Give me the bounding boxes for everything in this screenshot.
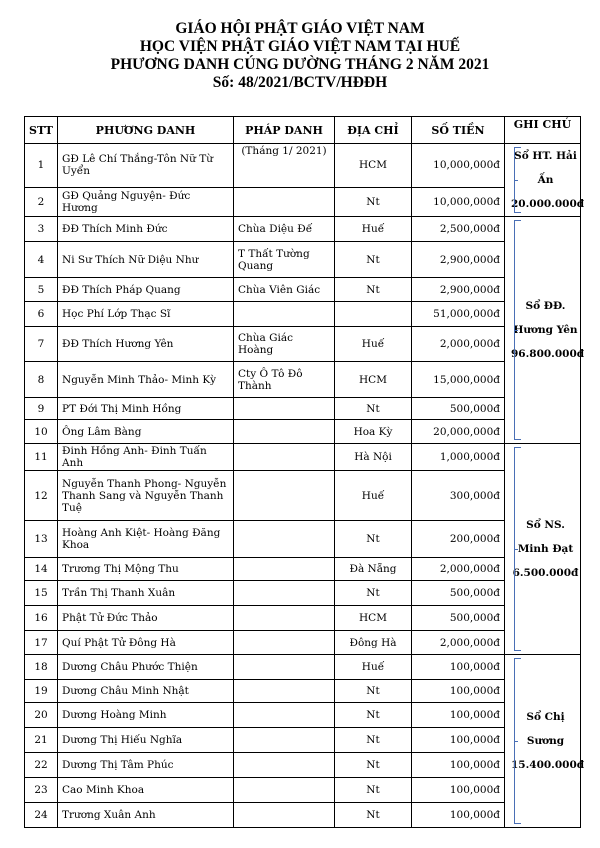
cell-phap-danh: [234, 398, 335, 420]
cell-dia-chi: Huế: [335, 217, 412, 242]
cell-dia-chi: Huế: [335, 471, 412, 521]
table-row: [25, 778, 581, 803]
cell-dia-chi: Nt: [335, 581, 412, 606]
brace-icon: [514, 658, 521, 824]
cell-stt: 9: [25, 398, 58, 420]
table-row: [25, 471, 581, 521]
cell-so-tien: 2,000,000đ: [412, 327, 505, 362]
brace-icon: [514, 447, 521, 651]
cell-phuong-danh: Nguyễn Minh Thảo- Minh Kỳ: [58, 362, 234, 398]
cell-phuong-danh: Dương Thị Tâm Phúc: [58, 753, 234, 778]
cell-dia-chi: Đông Hà: [335, 631, 412, 655]
cell-stt: 24: [25, 803, 58, 828]
cell-dia-chi: Nt: [335, 521, 412, 558]
cell-so-tien: 2,900,000đ: [412, 242, 505, 278]
cell-so-tien: 100,000đ: [412, 803, 505, 828]
cell-phap-danh: [234, 521, 335, 558]
cell-stt: 12: [25, 471, 58, 521]
cell-stt: 13: [25, 521, 58, 558]
group-label: Sổ ĐĐ. Hương Yên: [513, 300, 578, 336]
table-row: [25, 278, 581, 302]
cell-stt: 22: [25, 753, 58, 778]
cell-stt: 15: [25, 581, 58, 606]
cell-stt: 18: [25, 655, 58, 680]
cell-phuong-danh: Dương Hoàng Minh: [58, 703, 234, 728]
title-line-3: PHƯƠNG DANH CÚNG DƯỜNG THÁNG 2 NĂM 2021: [110, 56, 490, 73]
table-row: [25, 217, 581, 242]
brace-icon: [514, 147, 521, 213]
cell-so-tien: 2,900,000đ: [412, 278, 505, 302]
brace-icon: [514, 220, 521, 440]
cell-phap-danh: [234, 302, 335, 327]
cell-phap-danh: [234, 558, 335, 581]
cell-phuong-danh: GĐ Lê Chí Thắng-Tôn Nữ Từ Uyển: [58, 144, 234, 188]
document-number: Số: 48/2021/BCTV/HĐĐH: [212, 74, 388, 91]
table-row: [25, 558, 581, 581]
cell-dia-chi: Nt: [335, 803, 412, 828]
cell-dia-chi: Đà Nẵng: [335, 558, 412, 581]
cell-dia-chi: Nt: [335, 703, 412, 728]
ghi-chu-group: [505, 144, 585, 217]
table-row: [25, 144, 581, 188]
cell-stt: 19: [25, 680, 58, 703]
cell-phuong-danh: ĐĐ Thích Hương Yên: [58, 327, 234, 362]
cell-phap-danh: Chùa Giác Hoàng: [234, 327, 335, 362]
cell-dia-chi: Nt: [335, 680, 412, 703]
col-header-ghi-chu: GHI CHÚ: [505, 117, 581, 144]
ghi-chu-group: [505, 217, 585, 444]
cell-so-tien: 300,000đ: [412, 471, 505, 521]
cell-dia-chi: Hà Nội: [335, 444, 412, 471]
table-row: [25, 327, 581, 362]
cell-phap-danh: [234, 753, 335, 778]
cell-phuong-danh: Dương Thị Hiếu Nghĩa: [58, 728, 234, 753]
cell-phuong-danh: Hoàng Anh Kiệt- Hoàng Đăng Khoa: [58, 521, 234, 558]
group-amount: 6.500.000đ: [512, 567, 579, 579]
cell-phap-danh: T Thất Tường Quang: [234, 242, 335, 278]
cell-stt: 23: [25, 778, 58, 803]
cell-dia-chi: Huế: [335, 655, 412, 680]
group-label: Sổ Chị Sương: [526, 711, 565, 747]
cell-phap-danh: [234, 631, 335, 655]
cell-phuong-danh: PT Đới Thị Minh Hồng: [58, 398, 234, 420]
table-row: [25, 803, 581, 828]
cell-dia-chi: HCM: [335, 362, 412, 398]
cell-phuong-danh: Học Phí Lớp Thạc Sĩ: [58, 302, 234, 327]
table-row: [25, 703, 581, 728]
cell-phuong-danh: Trần Thị Thanh Xuân: [58, 581, 234, 606]
table-row: [25, 728, 581, 753]
cell-stt: 17: [25, 631, 58, 655]
cell-dia-chi: [335, 302, 412, 327]
cell-phap-danh: Cty Ô Tô Đô Thành: [234, 362, 335, 398]
ghi-chu-group: [505, 655, 585, 828]
cell-dia-chi: Nt: [335, 778, 412, 803]
cell-phap-danh: [234, 471, 335, 521]
table-row: [25, 362, 581, 398]
cell-so-tien: 2,500,000đ: [412, 217, 505, 242]
cell-phuong-danh: Phật Tử Đức Thảo: [58, 606, 234, 631]
cell-phap-danh: [234, 728, 335, 753]
cell-dia-chi: HCM: [335, 144, 412, 188]
cell-phuong-danh: Cao Minh Khoa: [58, 778, 234, 803]
cell-dia-chi: Nt: [335, 728, 412, 753]
cell-phap-danh: [234, 680, 335, 703]
table-row: [25, 398, 581, 420]
cell-dia-chi: Huế: [335, 327, 412, 362]
table-row: [25, 242, 581, 278]
cell-phuong-danh: Quí Phật Tử Đông Hà: [58, 631, 234, 655]
col-header-dia-chi: ĐỊA CHỈ: [335, 117, 412, 144]
cell-phap-danh: [234, 778, 335, 803]
table-row: [25, 606, 581, 631]
cell-stt: 1: [25, 144, 58, 188]
cell-so-tien: 100,000đ: [412, 703, 505, 728]
cell-so-tien: 2,000,000đ: [412, 631, 505, 655]
col-header-phuong-danh: PHƯƠNG DANH: [58, 117, 234, 144]
cell-so-tien: 100,000đ: [412, 778, 505, 803]
table-row: [25, 420, 581, 444]
cell-phuong-danh: Nguyễn Thanh Phong- Nguyễn Thanh Sang và Nguyễn Thanh Tuệ: [58, 471, 234, 521]
table-header-row: [25, 117, 581, 144]
cell-stt: 6: [25, 302, 58, 327]
group-label: Sổ HT. Hải Ấn: [514, 150, 577, 186]
cell-phap-danh: [234, 581, 335, 606]
cell-phuong-danh: ĐĐ Thích Minh Đức: [58, 217, 234, 242]
cell-dia-chi: HCM: [335, 606, 412, 631]
cell-phap-danh: [234, 703, 335, 728]
cell-so-tien: 500,000đ: [412, 606, 505, 631]
cell-phuong-danh: Đinh Hồng Anh- Đinh Tuấn Anh: [58, 444, 234, 471]
table-row: [25, 521, 581, 558]
title-line-2: HỌC VIỆN PHẬT GIÁO VIỆT NAM TẠI HUẾ: [139, 38, 461, 55]
donation-table: [24, 116, 585, 828]
cell-stt: 8: [25, 362, 58, 398]
cell-stt: 3: [25, 217, 58, 242]
cell-so-tien: 100,000đ: [412, 680, 505, 703]
cell-dia-chi: Nt: [335, 753, 412, 778]
cell-phap-danh: [234, 606, 335, 631]
cell-phuong-danh: Trương Thị Mộng Thu: [58, 558, 234, 581]
cell-phuong-danh: Dương Châu Minh Nhật: [58, 680, 234, 703]
cell-phap-danh: [234, 803, 335, 828]
cell-so-tien: 10,000,000đ: [412, 144, 505, 188]
cell-phap-danh: [234, 187, 335, 216]
cell-so-tien: 500,000đ: [412, 398, 505, 420]
col-header-stt: STT: [25, 117, 58, 144]
cell-phap-danh: Chùa Diệu Đế: [234, 217, 335, 242]
table-row: [25, 581, 581, 606]
cell-stt: 16: [25, 606, 58, 631]
col-header-phap-danh: PHÁP DANH: [234, 117, 335, 144]
cell-so-tien: 200,000đ: [412, 521, 505, 558]
table-row: [25, 187, 581, 216]
cell-stt: 10: [25, 420, 58, 444]
table-row: [25, 680, 581, 703]
table-row: [25, 444, 581, 471]
cell-phuong-danh: Ông Lâm Bàng: [58, 420, 234, 444]
cell-so-tien: 15,000,000đ: [412, 362, 505, 398]
table-row: [25, 302, 581, 327]
cell-phuong-danh: Ni Sư Thích Nữ Diệu Như: [58, 242, 234, 278]
cell-stt: 14: [25, 558, 58, 581]
cell-so-tien: 100,000đ: [412, 728, 505, 753]
cell-dia-chi: Nt: [335, 242, 412, 278]
cell-so-tien: 51,000,000đ: [412, 302, 505, 327]
cell-dia-chi: Nt: [335, 187, 412, 216]
cell-so-tien: 2,000,000đ: [412, 558, 505, 581]
cell-stt: 7: [25, 327, 58, 362]
cell-so-tien: 1,000,000đ: [412, 444, 505, 471]
cell-stt: 4: [25, 242, 58, 278]
cell-so-tien: 100,000đ: [412, 655, 505, 680]
cell-phuong-danh: ĐĐ Thích Pháp Quang: [58, 278, 234, 302]
cell-dia-chi: Nt: [335, 278, 412, 302]
cell-phap-danh: [234, 655, 335, 680]
cell-phuong-danh: GĐ Quảng Nguyện- Đức Hương: [58, 187, 234, 216]
col-header-so-tien: SỐ TIỀN: [412, 117, 505, 144]
cell-so-tien: 20,000,000đ: [412, 420, 505, 444]
cell-phap-danh: Chùa Viên Giác: [234, 278, 335, 302]
cell-phap-danh: [234, 420, 335, 444]
cell-stt: 11: [25, 444, 58, 471]
cell-stt: 5: [25, 278, 58, 302]
group-amount: 20.000.000đ: [511, 198, 585, 210]
cell-stt: 20: [25, 703, 58, 728]
cell-dia-chi: Nt: [335, 398, 412, 420]
table-row: [25, 655, 581, 680]
cell-phuong-danh: Trương Xuân Anh: [58, 803, 234, 828]
cell-so-tien: 100,000đ: [412, 753, 505, 778]
title-line-1: GIÁO HỘI PHẬT GIÁO VIỆT NAM: [175, 20, 425, 37]
cell-stt: 2: [25, 187, 58, 216]
group-amount: 15.400.000đ: [511, 759, 585, 771]
ghi-chu-group: [505, 444, 581, 655]
cell-phap-danh: (Tháng 1/ 2021): [234, 144, 335, 188]
cell-phap-danh: [234, 444, 335, 471]
group-amount: 96.800.000đ: [511, 348, 585, 360]
table-row: [25, 631, 581, 655]
group-label: Sổ NS. Minh Đạt: [517, 519, 574, 555]
cell-so-tien: 10,000,000đ: [412, 187, 505, 216]
table-row: [25, 753, 581, 778]
cell-phuong-danh: Dương Châu Phước Thiện: [58, 655, 234, 680]
cell-so-tien: 500,000đ: [412, 581, 505, 606]
cell-stt: 21: [25, 728, 58, 753]
cell-dia-chi: Hoa Kỳ: [335, 420, 412, 444]
